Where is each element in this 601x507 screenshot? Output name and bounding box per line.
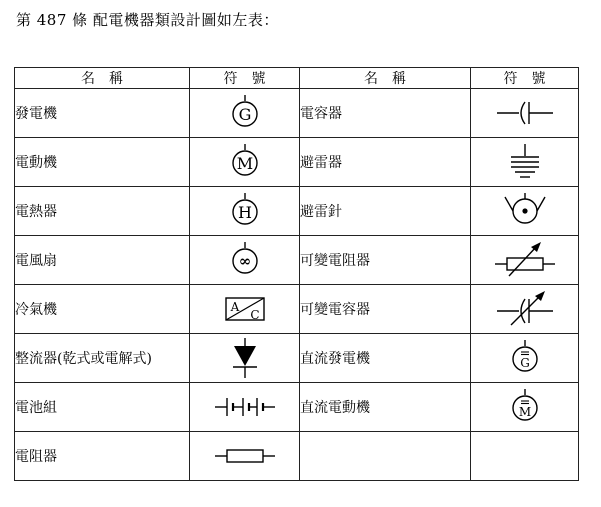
table-row (15, 285, 579, 334)
lightning-rod-icon (501, 191, 549, 231)
item-name: 可變電容器 (300, 285, 471, 334)
item-name: 發電機 (15, 89, 190, 138)
symbol-letter: A (230, 300, 239, 314)
rectifier-diode-icon (225, 336, 265, 380)
item-name: 避雷針 (300, 187, 471, 236)
symbol-cell (190, 432, 300, 481)
item-name: 可變電阻器 (300, 236, 471, 285)
item-name: 整流器(乾式或電解式) (15, 334, 190, 383)
fan-icon (225, 240, 265, 280)
symbol-cell (471, 89, 579, 138)
symbol-cell (190, 236, 300, 285)
table-row (15, 383, 579, 432)
symbol-cell (471, 236, 579, 285)
table-row (15, 89, 579, 138)
symbol-table (14, 67, 579, 481)
item-name: 電動機 (15, 138, 190, 187)
symbol-cell (190, 187, 300, 236)
table-row (15, 187, 579, 236)
symbol-cell (190, 138, 300, 187)
resistor-icon (213, 444, 277, 468)
symbol-cell (190, 285, 300, 334)
symbol-cell (471, 187, 579, 236)
symbol-letter: G (238, 105, 251, 124)
header-symbol-2: 符號 (471, 68, 579, 89)
symbol-cell (471, 334, 579, 383)
symbol-letter: ∞ (238, 252, 251, 270)
item-name-empty (300, 432, 471, 481)
table-row (15, 236, 579, 285)
item-name: 避雷器 (300, 138, 471, 187)
symbol-cell-empty (471, 432, 579, 481)
heater-icon (225, 191, 265, 231)
symbol-cell (190, 383, 300, 432)
header-symbol: 符號 (190, 68, 300, 89)
air-conditioner-icon (223, 294, 267, 324)
battery-icon (213, 392, 277, 422)
symbol-cell (471, 285, 579, 334)
symbol-letter: M (518, 405, 531, 419)
header-name-2: 名稱 (300, 68, 471, 89)
variable-capacitor-icon (495, 289, 555, 329)
item-name: 直流發電機 (300, 334, 471, 383)
dc-generator-icon (505, 338, 545, 378)
symbol-cell (190, 334, 300, 383)
item-name: 電熱器 (15, 187, 190, 236)
table-row (15, 334, 579, 383)
item-name: 冷氣機 (15, 285, 190, 334)
table-header-row (15, 68, 579, 89)
table-row (15, 432, 579, 481)
table-row (15, 138, 579, 187)
dc-motor-icon (505, 387, 545, 427)
symbol-letter: C (249, 308, 260, 322)
symbol-cell (471, 383, 579, 432)
symbol-letter: M (236, 154, 253, 173)
item-name: 電容器 (300, 89, 471, 138)
lightning-arrester-icon (505, 142, 545, 182)
item-name: 電風扇 (15, 236, 190, 285)
article-heading: 第 487 條 配電機器類設計圖如左表： (16, 11, 279, 29)
header-name: 名稱 (15, 68, 190, 89)
symbol-cell (190, 89, 300, 138)
symbol-cell (471, 138, 579, 187)
motor-icon (225, 142, 265, 182)
item-name: 電池組 (15, 383, 190, 432)
symbol-letter: G (519, 356, 530, 370)
item-name: 電阻器 (15, 432, 190, 481)
variable-resistor-icon (493, 240, 557, 280)
item-name: 直流電動機 (300, 383, 471, 432)
capacitor-icon (495, 98, 555, 128)
generator-icon (225, 93, 265, 133)
symbol-letter: H (237, 203, 252, 222)
